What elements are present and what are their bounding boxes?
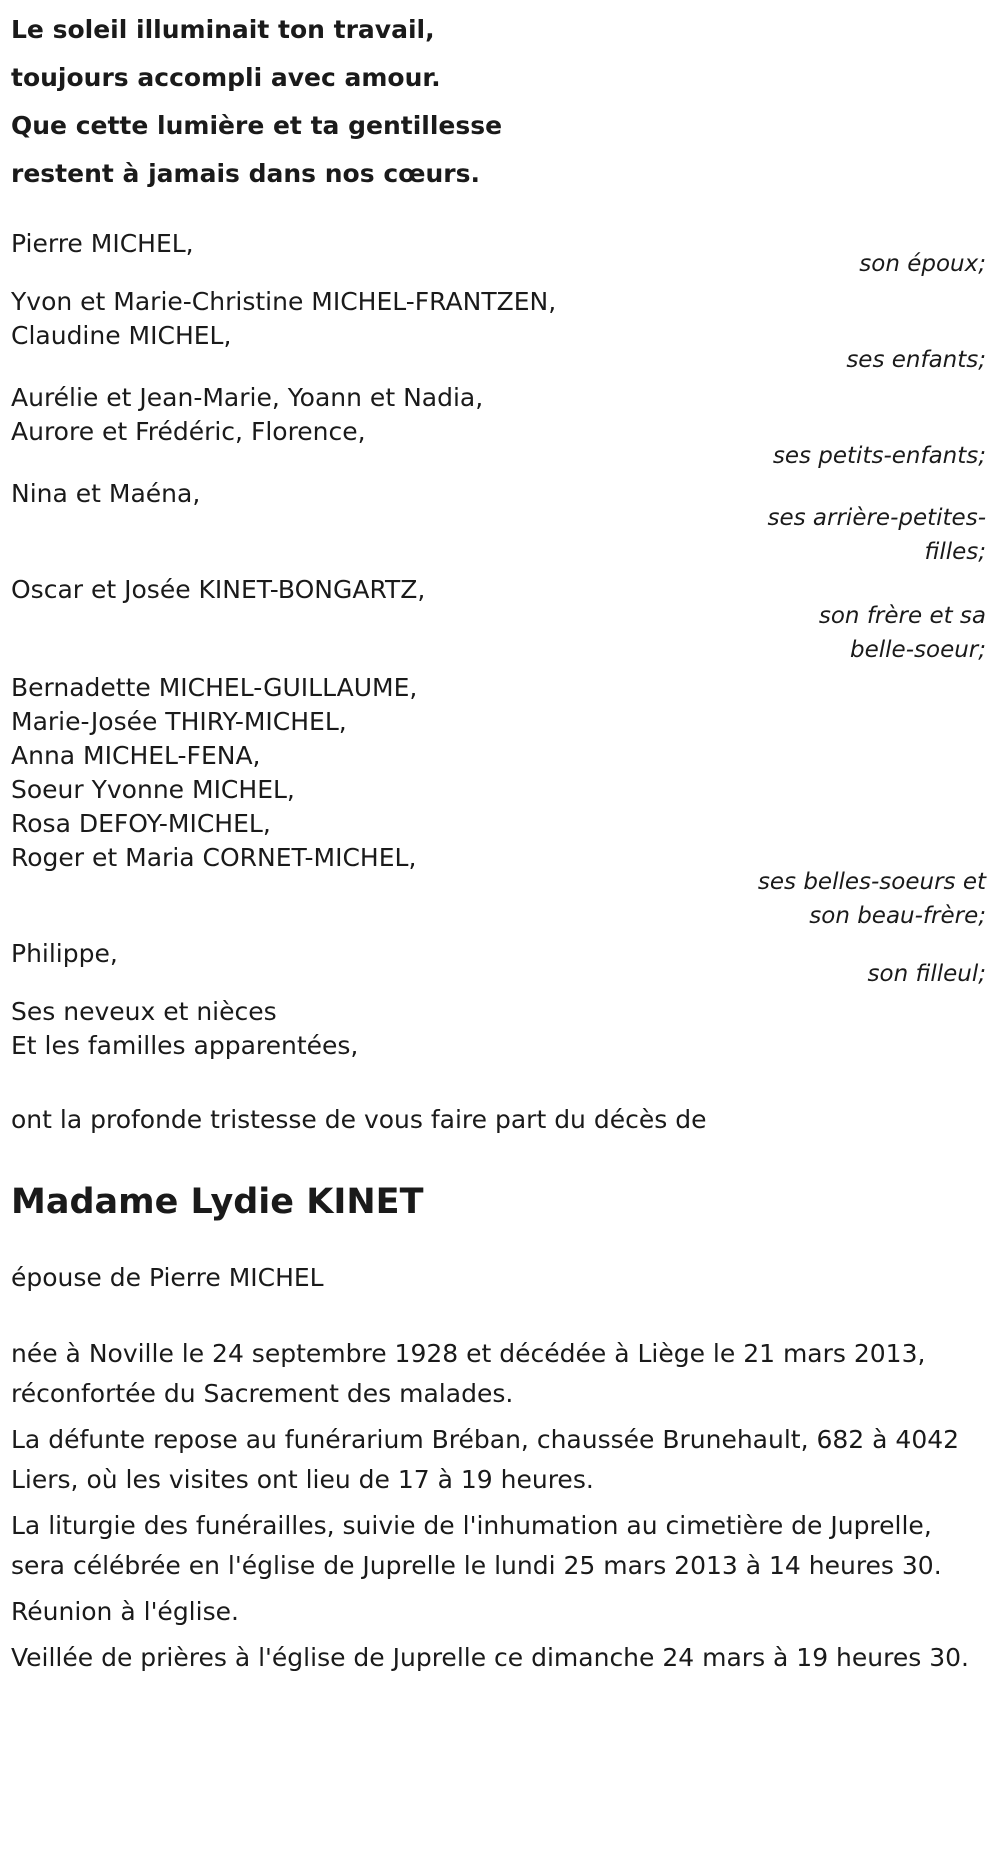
meeting-paragraph: Réunion à l'église. (11, 1597, 239, 1626)
family-relation (11, 954, 986, 994)
relation-line: ses petits-enfants; (772, 443, 986, 469)
relation-line: ses enfants; (846, 347, 986, 373)
relation-line: son époux; (859, 251, 986, 277)
relation-line: filles; (924, 539, 986, 565)
family-group-brother (11, 570, 986, 670)
spouse-line: épouse de Pierre MICHEL (11, 1263, 324, 1292)
birth-death-paragraph: née à Noville le 24 septembre 1928 et décédée à Liège le 21 mars 2013, réconfortée du Sacrement des malades. (11, 1339, 926, 1408)
family-name: Claudine MICHEL, (11, 321, 232, 350)
family-name: Et les familles apparentées, (11, 1031, 359, 1060)
family-name: Oscar et Josée KINET-BONGARTZ, (11, 575, 426, 604)
funeral-paragraph: La liturgie des funérailles, suivie de l'inhumation au cimetière de Juprelle, sera célébrée en l'église de Juprelle le lundi 25 mars 2013 à 14 heures 30. (11, 1511, 942, 1580)
family-name: Roger et Maria CORNET-MICHEL, (11, 843, 417, 872)
family-name: Aurore et Frédéric, Florence, (11, 417, 366, 446)
family-group-children (11, 282, 986, 380)
family-group-spouse (11, 224, 986, 284)
relation-line: son frère et sa (818, 603, 986, 629)
family-name: Yvon et Marie-Christine MICHEL-FRANTZEN, (11, 287, 557, 316)
poem-line: restent à jamais dans nos cœurs. (11, 159, 480, 188)
family-name: Anna MICHEL-FENA, (11, 741, 261, 770)
family-group-relatives (11, 992, 986, 1066)
visitation-paragraph: La défunte repose au funérarium Bréban, chaussée Brunehault, 682 à 4042 Liers, où les visites ont lieu de 17 à 19 heures. (11, 1425, 960, 1494)
family-group-grandchildren (11, 378, 986, 476)
family-group-in-laws (11, 668, 986, 936)
family-name: Rosa DEFOY-MICHEL, (11, 809, 271, 838)
relation-line: ses arrière-petites- (767, 505, 986, 531)
deceased-name: Madame Lydie KINET (11, 1182, 424, 1222)
family-group-great-grandchildren (11, 474, 986, 572)
vigil-paragraph: Veillée de prières à l'église de Juprelle ce dimanche 24 mars à 19 heures 30. (11, 1643, 969, 1672)
family-name: Ses neveux et nièces (11, 997, 277, 1026)
poem-line: Le soleil illuminait ton travail, (11, 15, 435, 44)
obituary-content (11, 0, 986, 1678)
poem (11, 6, 986, 198)
family-name: Philippe, (11, 939, 118, 968)
family-name: Marie-Josée THIRY-MICHEL, (11, 707, 347, 736)
family-name: Aurélie et Jean-Marie, Yoann et Nadia, (11, 383, 484, 412)
family-name: Nina et Maéna, (11, 479, 201, 508)
poem-line: toujours accompli avec amour. (11, 63, 441, 92)
relation-line: son filleul; (867, 961, 986, 987)
announcement: ont la profonde tristesse de vous faire part du décès de (11, 1105, 707, 1134)
family-group-godson (11, 934, 986, 994)
relation-line: son beau-frère; (809, 903, 986, 929)
family-name: Pierre MICHEL, (11, 229, 194, 258)
family-name: Bernadette MICHEL-GUILLAUME, (11, 673, 418, 702)
family-name: Soeur Yvonne MICHEL, (11, 775, 295, 804)
relation-line: belle-soeur; (850, 637, 986, 663)
relation-line: ses belles-soeurs et (757, 869, 986, 895)
poem-line: Que cette lumière et ta gentillesse (11, 111, 503, 140)
